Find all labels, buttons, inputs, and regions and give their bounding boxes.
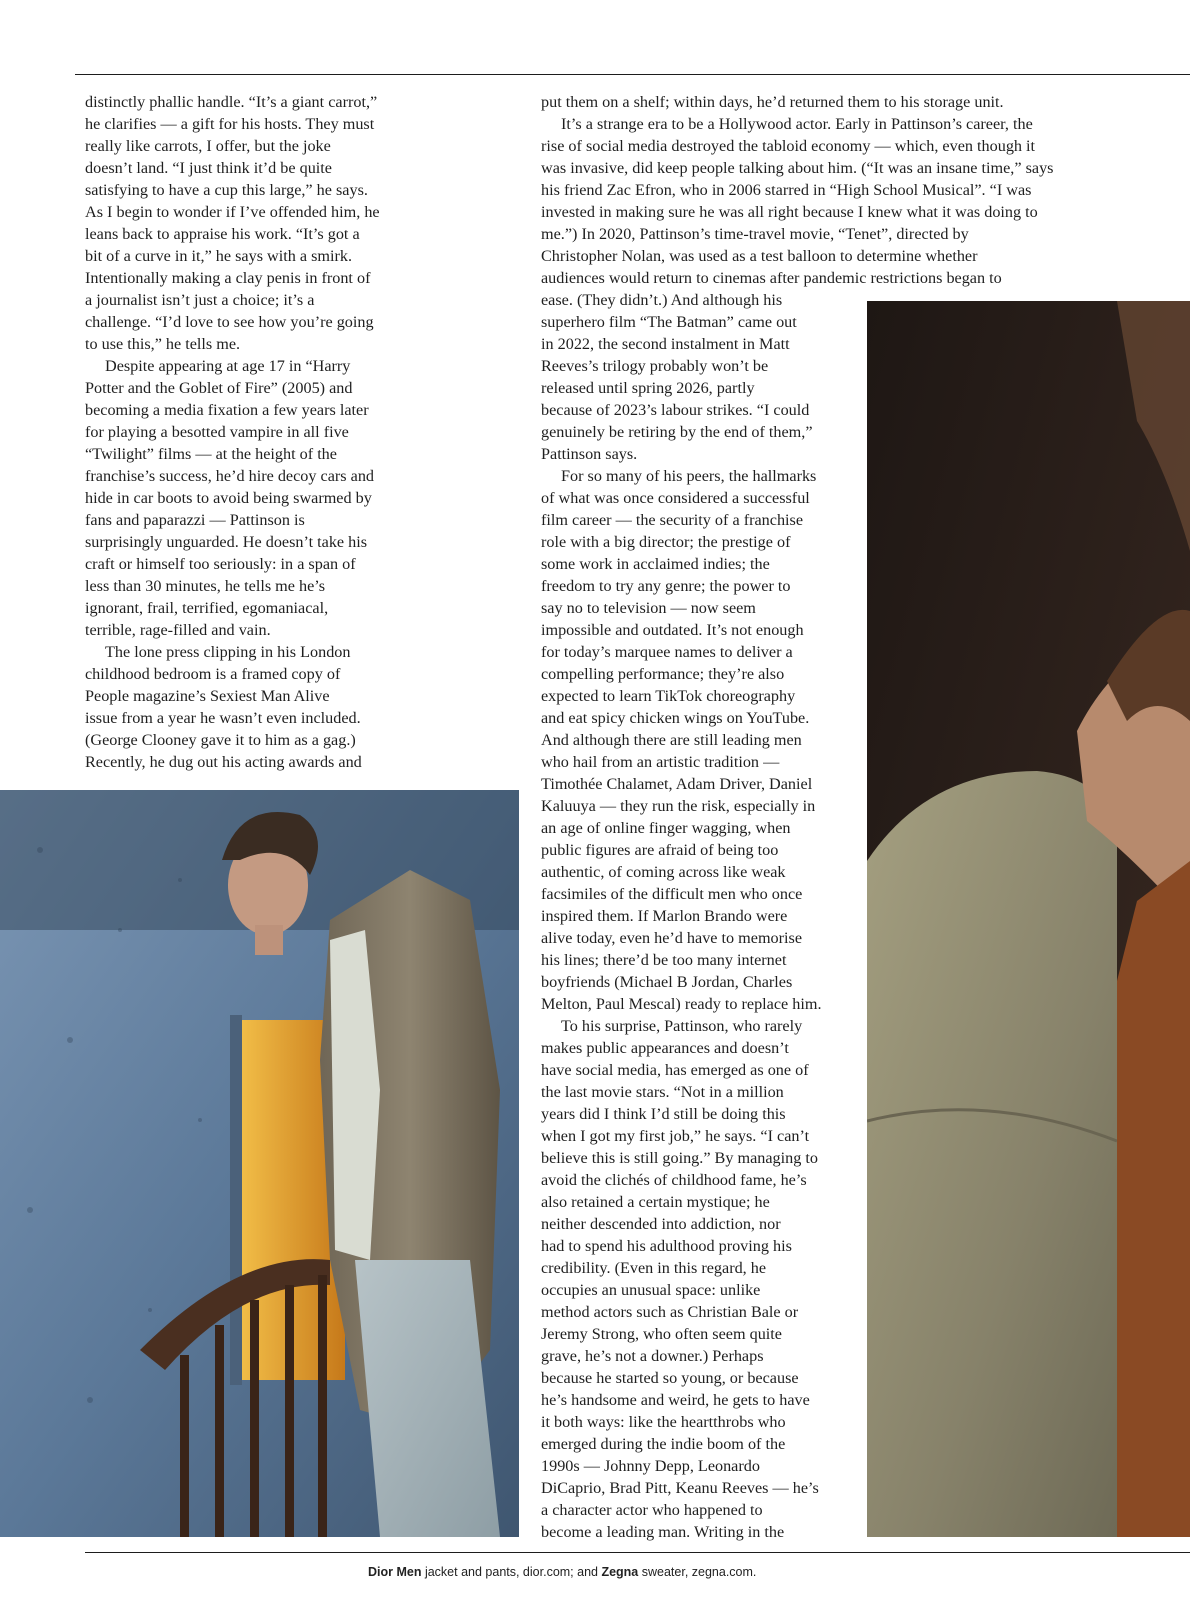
text-line: for today’s marquee names to deliver a xyxy=(541,643,793,661)
text-line: facsimiles of the difficult men who once xyxy=(541,885,803,903)
text-line: superhero film “The Batman” came out xyxy=(541,313,797,331)
text-line: authentic, of coming across like weak xyxy=(541,863,786,881)
text-line: It’s a strange era to be a Hollywood actor. Early in Pattinson’s career, the xyxy=(561,115,1033,133)
photo-man-staircase-image xyxy=(0,790,519,1537)
text-line: Reeves’s trilogy probably won’t be xyxy=(541,357,769,375)
text-line: less than 30 minutes, he tells me he’s xyxy=(85,577,326,595)
text-line: Pattinson says. xyxy=(541,445,638,463)
text-line: satisfying to have a cup this large,” he says. xyxy=(85,181,368,199)
text-line: credibility. (Even in this regard, he xyxy=(541,1259,767,1277)
text-line: say no to television — now seem xyxy=(541,599,756,617)
caption-brand-dior: Dior Men xyxy=(368,1565,422,1579)
text-line: and eat spicy chicken wings on YouTube. xyxy=(541,709,810,727)
text-line: makes public appearances and doesn’t xyxy=(541,1039,789,1057)
text-line: distinctly phallic handle. “It’s a giant carrot,” xyxy=(85,93,378,111)
text-line: have social media, has emerged as one of xyxy=(541,1061,809,1079)
text-line: childhood bedroom is a framed copy of xyxy=(85,665,341,683)
text-line: put them on a shelf; within days, he’d returned them to his storage unit. xyxy=(541,93,1004,111)
text-line: invested in making sure he was all right because I knew what it was doing to xyxy=(541,203,1038,221)
text-line: when I got my first job,” he says. “I can’t xyxy=(541,1127,810,1145)
text-line: Recently, he dug out his acting awards and xyxy=(85,753,362,771)
text-line: People magazine’s Sexiest Man Alive xyxy=(85,687,330,705)
text-line: challenge. “I’d love to see how you’re going xyxy=(85,313,374,331)
text-line: 1990s — Johnny Depp, Leonardo xyxy=(541,1457,760,1475)
text-line: grave, he’s not a downer.) Perhaps xyxy=(541,1347,764,1365)
text-line: becoming a media fixation a few years later xyxy=(85,401,369,419)
text-line: rise of social media destroyed the tabloid economy — which, even though it xyxy=(541,137,1036,155)
text-line: Melton, Paul Mescal) ready to replace him. xyxy=(541,995,822,1013)
text-line: expected to learn TikTok choreography xyxy=(541,687,796,705)
text-line: had to spend his adulthood proving his xyxy=(541,1237,792,1255)
photo-credit-caption xyxy=(368,1565,756,1579)
text-line: to use this,” he tells me. xyxy=(85,335,241,353)
text-line: public figures are afraid of being too xyxy=(541,841,779,859)
text-line: his lines; there’d be too many internet xyxy=(541,951,787,969)
text-line: bit of a curve in it,” he says with a smirk. xyxy=(85,247,353,265)
text-line: occupies an unusual space: unlike xyxy=(541,1281,761,1299)
text-line: Despite appearing at age 17 in “Harry xyxy=(105,357,351,375)
text-line: Jeremy Strong, who often seem quite xyxy=(541,1325,782,1343)
text-line: who hail from an artistic tradition — xyxy=(541,753,780,771)
text-line: really like carrots, I offer, but the joke xyxy=(85,137,331,155)
text-line: avoid the clichés of childhood fame, he’s xyxy=(541,1171,807,1189)
text-line: of what was once considered a successful xyxy=(541,489,810,507)
text-line: years did I think I’d still be doing this xyxy=(541,1105,786,1123)
text-line: (George Clooney gave it to him as a gag.) xyxy=(85,731,356,749)
text-line: audiences would return to cinemas after pandemic restrictions began to xyxy=(541,269,1002,287)
text-line: in 2022, the second instalment in Matt xyxy=(541,335,790,353)
bottom-rule xyxy=(85,1552,1190,1553)
text-line: released until spring 2026, partly xyxy=(541,379,755,397)
text-line: become a leading man. Writing in the xyxy=(541,1523,785,1541)
text-line: Kaluuya — they run the risk, especially in xyxy=(541,797,816,815)
text-line: genuinely be retiring by the end of them,” xyxy=(541,423,813,441)
text-line: freedom to try any genre; the power to xyxy=(541,577,791,595)
caption-text-dior: jacket and pants, dior.com; and xyxy=(421,1565,602,1579)
text-line: the last movie stars. “Not in a million xyxy=(541,1083,784,1101)
text-line: The lone press clipping in his London xyxy=(105,643,351,661)
text-line: role with a big director; the prestige of xyxy=(541,533,791,551)
text-line: it both ways: like the heartthrobs who xyxy=(541,1413,786,1431)
photo-man-staircase xyxy=(0,790,519,1537)
text-line: For so many of his peers, the hallmarks xyxy=(561,467,817,485)
text-line: franchise’s success, he’d hire decoy cars and xyxy=(85,467,375,485)
text-line: boyfriends (Michael B Jordan, Charles xyxy=(541,973,793,991)
text-line: DiCaprio, Brad Pitt, Keanu Reeves — he’s xyxy=(541,1479,819,1497)
text-line: Intentionally making a clay penis in front of xyxy=(85,269,371,287)
caption-brand-zegna: Zegna xyxy=(601,1565,639,1579)
text-line: an age of online finger wagging, when xyxy=(541,819,791,837)
text-line: ignorant, frail, terrified, egomaniacal, xyxy=(85,599,329,617)
text-line: doesn’t land. “I just think it’d be quite xyxy=(85,159,332,177)
text-line: alive today, even he’d have to memorise xyxy=(541,929,802,947)
text-line: also retained a certain mystique; he xyxy=(541,1193,770,1211)
text-line: To his surprise, Pattinson, who rarely xyxy=(561,1017,803,1035)
caption-text-zegna: sweater, zegna.com. xyxy=(638,1565,757,1579)
text-line: inspired them. If Marlon Brando were xyxy=(541,907,788,925)
text-line: for playing a besotted vampire in all five xyxy=(85,423,349,441)
text-line: film career — the security of a franchise xyxy=(541,511,804,529)
text-line: ease. (They didn’t.) And although his xyxy=(541,291,783,309)
text-line: issue from a year he wasn’t even included. xyxy=(85,709,361,727)
text-line: And although there are still leading men xyxy=(541,731,802,749)
text-line: Potter and the Goblet of Fire” (2005) and xyxy=(85,379,353,397)
text-line: some work in acclaimed indies; the xyxy=(541,555,770,573)
text-line: “Twilight” films — at the height of the xyxy=(85,445,337,463)
text-line: he clarifies — a gift for his hosts. They must xyxy=(85,115,375,133)
text-line: surprisingly unguarded. He doesn’t take his xyxy=(85,533,368,551)
text-line: was invasive, did keep people talking about him. (“It was an insane time,” says xyxy=(541,159,1054,177)
text-line: hide in car boots to avoid being swarmed by xyxy=(85,489,372,507)
photo-man-sofa-image xyxy=(867,301,1190,1537)
text-line: leans back to appraise his work. “It’s got a xyxy=(85,225,360,243)
text-line: craft or himself too seriously: in a span of xyxy=(85,555,356,573)
top-rule xyxy=(75,74,1190,75)
text-line: me.”) In 2020, Pattinson’s time-travel movie, “Tenet”, directed by xyxy=(541,225,969,243)
right-column-text xyxy=(541,289,846,1543)
text-line: because he started so young, or because xyxy=(541,1369,799,1387)
right-column-wide-text xyxy=(541,91,1121,289)
text-line: his friend Zac Efron, who in 2006 starred in “High School Musical”. “I was xyxy=(541,181,1032,199)
text-line: terrible, rage-filled and vain. xyxy=(85,621,271,639)
text-line: a journalist isn’t just a choice; it’s a xyxy=(85,291,315,309)
left-column-text xyxy=(85,91,415,773)
text-line: Christopher Nolan, was used as a test balloon to determine whether xyxy=(541,247,978,265)
text-line: a character actor who happened to xyxy=(541,1501,763,1519)
text-line: method actors such as Christian Bale or xyxy=(541,1303,799,1321)
text-line: he’s handsome and weird, he gets to have xyxy=(541,1391,810,1409)
text-line: emerged during the indie boom of the xyxy=(541,1435,786,1453)
text-line: fans and paparazzi — Pattinson is xyxy=(85,511,305,529)
text-line: compelling performance; they’re also xyxy=(541,665,785,683)
text-line: neither descended into addiction, nor xyxy=(541,1215,781,1233)
text-line: impossible and outdated. It’s not enough xyxy=(541,621,804,639)
text-line: because of 2023’s labour strikes. “I could xyxy=(541,401,810,419)
text-line: Timothée Chalamet, Adam Driver, Daniel xyxy=(541,775,813,793)
photo-man-sofa xyxy=(867,301,1190,1537)
text-line: believe this is still going.” By managing to xyxy=(541,1149,818,1167)
text-line: As I begin to wonder if I’ve offended him, he xyxy=(85,203,380,221)
